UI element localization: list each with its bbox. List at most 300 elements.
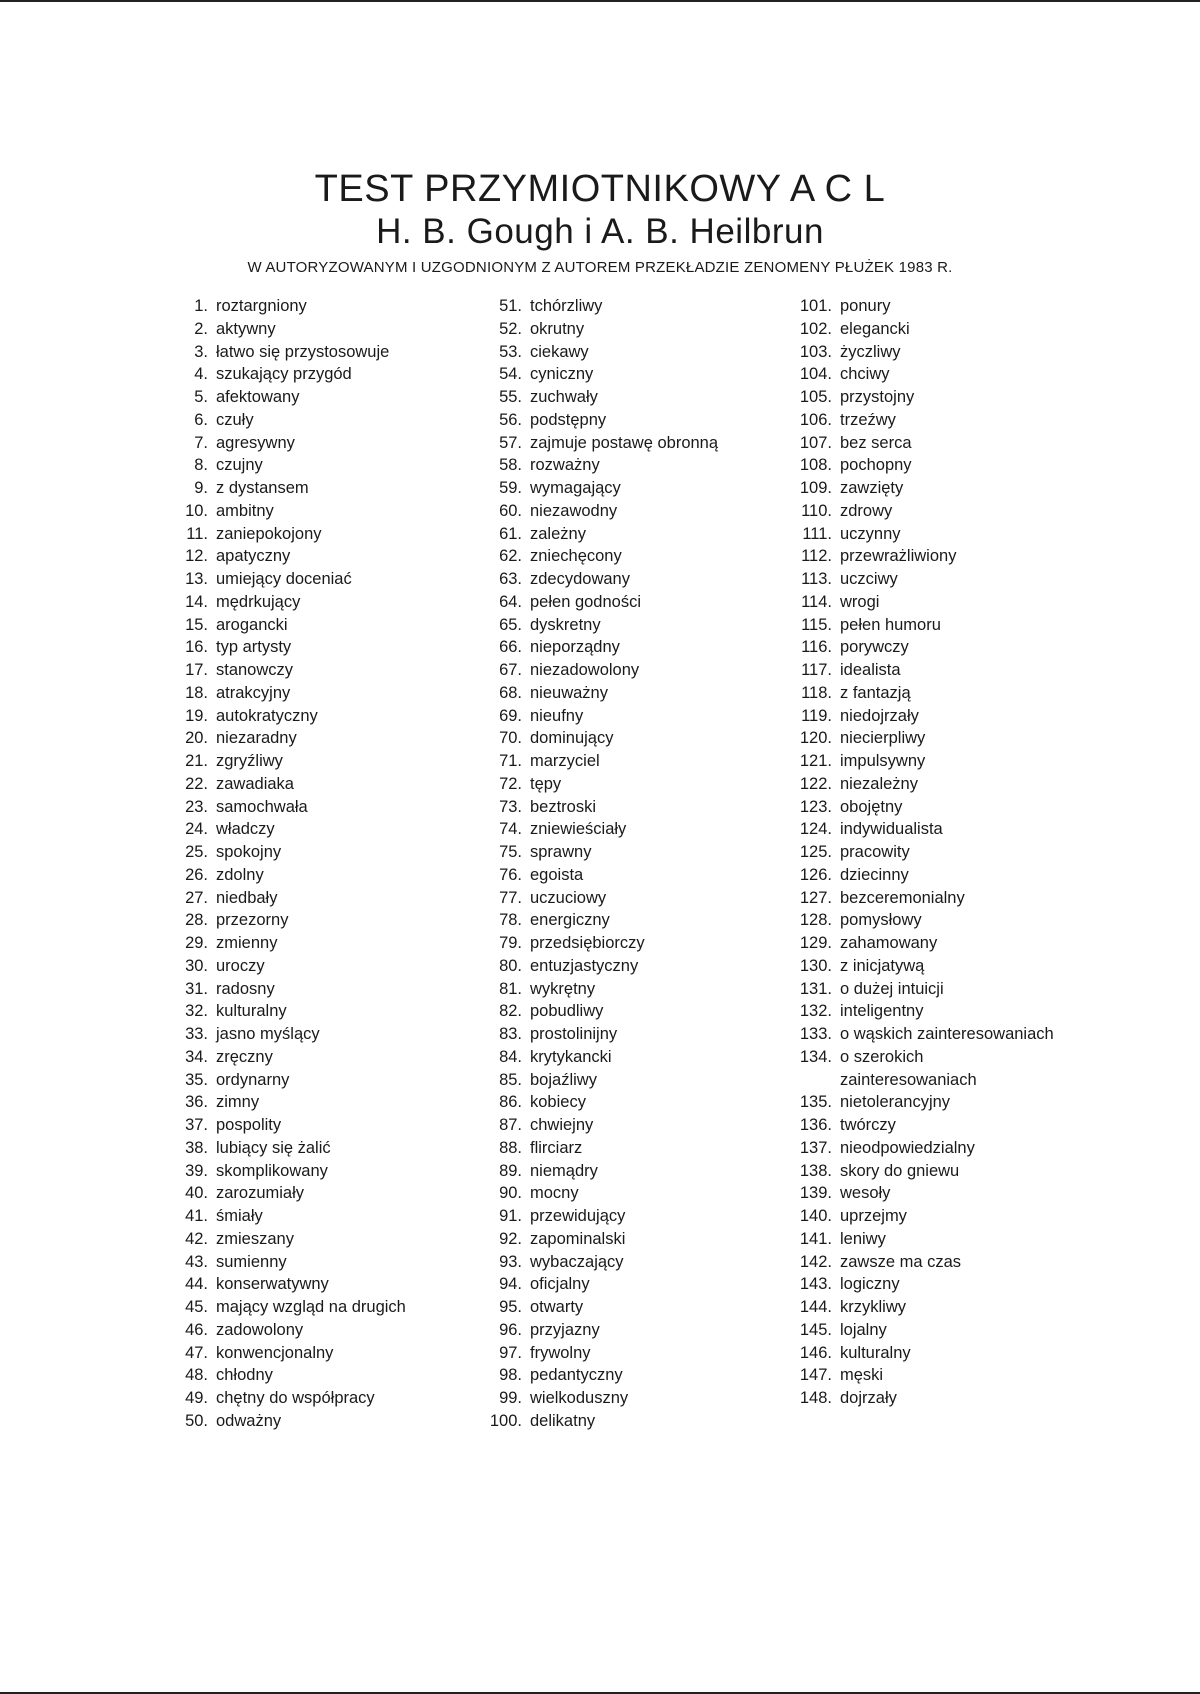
item-adjective: z fantazją bbox=[840, 683, 911, 702]
adjective-item bbox=[482, 363, 718, 386]
item-number: 35. bbox=[185, 1070, 208, 1089]
item-adjective: zahamowany bbox=[840, 934, 938, 952]
adjective-item bbox=[168, 1069, 406, 1092]
adjective-item bbox=[790, 295, 1060, 318]
adjective-item bbox=[482, 1296, 718, 1319]
item-adjective: entuzjastyczny bbox=[530, 956, 639, 975]
item-number: 85. bbox=[499, 1070, 522, 1089]
item-number: 139. bbox=[799, 1184, 832, 1203]
item-adjective: zaniepokojony bbox=[216, 524, 322, 543]
item-adjective: wykrętny bbox=[530, 979, 596, 998]
item-adjective: zniechęcony bbox=[530, 547, 622, 566]
adjective-item bbox=[790, 318, 1060, 341]
item-number: 64. bbox=[499, 592, 522, 611]
item-adjective: obojętny bbox=[840, 797, 903, 816]
item-adjective: sprawny bbox=[530, 843, 592, 861]
item-number: 121. bbox=[799, 752, 832, 770]
adjective-item bbox=[168, 1000, 406, 1023]
item-number: 124. bbox=[799, 820, 832, 839]
item-adjective: niezależny bbox=[840, 774, 918, 793]
item-adjective: inteligentny bbox=[840, 1002, 924, 1021]
item-adjective: nieufny bbox=[530, 706, 584, 725]
item-number: 44. bbox=[185, 1275, 208, 1294]
item-number: 104. bbox=[799, 365, 832, 384]
item-number: 101. bbox=[799, 297, 832, 315]
item-adjective: z dystansem bbox=[216, 479, 309, 497]
adjective-item bbox=[482, 955, 718, 978]
item-number: 21. bbox=[185, 752, 208, 770]
item-number: 72. bbox=[499, 774, 522, 793]
item-number: 107. bbox=[799, 433, 832, 452]
item-adjective: rozważny bbox=[530, 456, 600, 475]
item-adjective: nieuważny bbox=[530, 683, 608, 702]
adjective-item bbox=[168, 432, 406, 455]
adjective-item bbox=[482, 545, 718, 568]
adjective-item bbox=[482, 750, 718, 773]
item-number: 58. bbox=[499, 456, 522, 475]
item-adjective: konserwatywny bbox=[216, 1275, 329, 1294]
item-number: 132. bbox=[799, 1002, 832, 1021]
item-adjective: śmiały bbox=[216, 1207, 263, 1225]
item-number: 52. bbox=[499, 319, 522, 338]
item-adjective: męski bbox=[840, 1366, 884, 1385]
item-number: 41. bbox=[185, 1207, 208, 1225]
adjective-item bbox=[790, 545, 1060, 568]
item-number: 30. bbox=[185, 956, 208, 975]
item-adjective: zależny bbox=[530, 524, 586, 543]
item-number: 36. bbox=[185, 1093, 208, 1112]
adjective-item bbox=[482, 887, 718, 910]
item-number: 94. bbox=[499, 1275, 522, 1294]
item-number: 26. bbox=[185, 865, 208, 884]
adjective-item bbox=[790, 1114, 1060, 1137]
item-adjective: elegancki bbox=[840, 319, 910, 338]
item-number: 46. bbox=[185, 1320, 208, 1339]
adjective-item bbox=[168, 932, 406, 955]
item-adjective: niezawodny bbox=[530, 501, 618, 520]
adjective-item bbox=[790, 1137, 1060, 1160]
item-adjective: porywczy bbox=[840, 638, 909, 657]
item-number: 127. bbox=[799, 888, 832, 907]
item-adjective: atrakcyjny bbox=[216, 683, 291, 702]
adjective-item bbox=[168, 1364, 406, 1387]
item-adjective: uczynny bbox=[840, 524, 901, 543]
adjective-item bbox=[790, 955, 1060, 978]
item-number: 123. bbox=[799, 797, 832, 816]
adjective-item bbox=[482, 591, 718, 614]
item-adjective: wybaczający bbox=[530, 1252, 624, 1271]
item-adjective: zdrowy bbox=[840, 501, 893, 520]
item-number: 2. bbox=[194, 319, 208, 338]
item-adjective: samochwała bbox=[216, 797, 308, 816]
item-adjective: aktywny bbox=[216, 319, 276, 338]
item-adjective: indywidualista bbox=[840, 820, 943, 839]
item-adjective: pełen godności bbox=[530, 592, 642, 611]
adjective-item bbox=[790, 1364, 1060, 1387]
adjective-item bbox=[482, 1091, 718, 1114]
item-number: 109. bbox=[799, 479, 832, 497]
item-number: 78. bbox=[499, 911, 522, 930]
adjective-item bbox=[790, 1387, 1060, 1410]
item-number: 10. bbox=[185, 501, 208, 520]
item-adjective: umiejący doceniać bbox=[216, 570, 352, 588]
item-adjective: zimny bbox=[216, 1093, 260, 1112]
item-number: 17. bbox=[185, 661, 208, 679]
item-adjective: pełen humoru bbox=[840, 615, 941, 634]
item-number: 140. bbox=[799, 1207, 832, 1225]
item-adjective: agresywny bbox=[216, 433, 295, 452]
adjective-item bbox=[790, 386, 1060, 409]
adjective-item bbox=[168, 591, 406, 614]
item-number: 9. bbox=[194, 479, 208, 497]
item-number: 29. bbox=[185, 934, 208, 952]
adjective-item bbox=[482, 1251, 718, 1274]
item-adjective: zarozumiały bbox=[216, 1184, 305, 1203]
adjective-item bbox=[790, 614, 1060, 637]
adjective-item bbox=[790, 1251, 1060, 1274]
item-number: 7. bbox=[194, 433, 208, 452]
item-adjective: nieodpowiedzialny bbox=[840, 1138, 975, 1157]
item-adjective: nietolerancyjny bbox=[840, 1093, 951, 1112]
adjective-item bbox=[790, 1023, 1060, 1046]
item-number: 125. bbox=[799, 843, 832, 861]
item-number: 87. bbox=[499, 1116, 522, 1134]
item-adjective: chwiejny bbox=[530, 1116, 594, 1134]
adjective-item bbox=[790, 1205, 1060, 1228]
item-number: 57. bbox=[499, 433, 522, 452]
item-adjective: ambitny bbox=[216, 501, 274, 520]
item-adjective: niecierpliwy bbox=[840, 729, 926, 748]
adjective-item bbox=[168, 1137, 406, 1160]
item-number: 70. bbox=[499, 729, 522, 748]
item-adjective: zapominalski bbox=[530, 1229, 626, 1248]
item-adjective: sumienny bbox=[216, 1252, 287, 1271]
adjective-item bbox=[168, 568, 406, 591]
item-number: 39. bbox=[185, 1161, 208, 1180]
item-number: 146. bbox=[799, 1343, 832, 1362]
item-adjective: otwarty bbox=[530, 1298, 584, 1316]
item-adjective: z inicjatywą bbox=[840, 956, 925, 975]
item-adjective: chłodny bbox=[216, 1366, 273, 1385]
item-adjective: niezadowolony bbox=[530, 661, 640, 679]
item-number: 108. bbox=[799, 456, 832, 475]
item-number: 42. bbox=[185, 1229, 208, 1248]
adjective-item bbox=[168, 341, 406, 364]
item-number: 45. bbox=[185, 1298, 208, 1316]
item-adjective: logiczny bbox=[840, 1275, 900, 1294]
item-adjective: mocny bbox=[530, 1184, 579, 1203]
item-adjective: o wąskich zainteresowaniach bbox=[840, 1025, 1054, 1043]
item-adjective: prostolinijny bbox=[530, 1025, 618, 1043]
adjective-item bbox=[168, 727, 406, 750]
item-number: 54. bbox=[499, 365, 522, 384]
adjective-item bbox=[790, 932, 1060, 955]
item-number: 119. bbox=[801, 706, 832, 725]
item-adjective: kobiecy bbox=[530, 1093, 586, 1112]
item-number: 65. bbox=[499, 615, 522, 634]
item-adjective: twórczy bbox=[840, 1116, 896, 1134]
adjective-item bbox=[790, 432, 1060, 455]
item-adjective: dominujący bbox=[530, 729, 614, 748]
adjective-item bbox=[482, 523, 718, 546]
item-adjective: niedbały bbox=[216, 888, 278, 907]
item-adjective: czujny bbox=[216, 456, 263, 475]
adjective-item bbox=[790, 1182, 1060, 1205]
item-number: 83. bbox=[499, 1025, 522, 1043]
item-number: 91. bbox=[499, 1207, 522, 1225]
adjective-item bbox=[482, 295, 718, 318]
item-adjective: podstępny bbox=[530, 410, 607, 429]
item-number: 8. bbox=[194, 456, 208, 475]
adjective-item bbox=[482, 1137, 718, 1160]
item-adjective: niezaradny bbox=[216, 729, 297, 748]
adjective-item bbox=[168, 750, 406, 773]
adjective-item bbox=[168, 1160, 406, 1183]
item-number: 55. bbox=[499, 388, 522, 406]
adjective-item bbox=[168, 363, 406, 386]
adjective-item bbox=[168, 1205, 406, 1228]
item-number: 88. bbox=[499, 1138, 522, 1157]
item-adjective: wrogi bbox=[840, 592, 880, 611]
item-adjective: flirciarz bbox=[530, 1138, 583, 1157]
adjective-item bbox=[482, 909, 718, 932]
adjective-item bbox=[482, 1182, 718, 1205]
item-number: 90. bbox=[499, 1184, 522, 1203]
adjective-item bbox=[790, 682, 1060, 705]
adjective-item bbox=[168, 614, 406, 637]
item-adjective: pobudliwy bbox=[530, 1002, 604, 1021]
adjective-item bbox=[790, 636, 1060, 659]
item-number: 128. bbox=[799, 911, 832, 930]
item-adjective: zawsze ma czas bbox=[840, 1252, 962, 1271]
item-adjective: delikatny bbox=[530, 1411, 596, 1430]
item-number: 75. bbox=[499, 843, 522, 861]
item-adjective: chciwy bbox=[840, 365, 890, 384]
adjective-item bbox=[482, 1000, 718, 1023]
adjective-item bbox=[482, 773, 718, 796]
item-number: 102. bbox=[799, 319, 832, 338]
item-adjective: stanowczy bbox=[216, 661, 294, 679]
item-number: 33. bbox=[185, 1025, 208, 1043]
item-adjective: ciekawy bbox=[530, 342, 589, 361]
item-number: 144. bbox=[799, 1298, 832, 1316]
item-adjective: o dużej intuicji bbox=[840, 979, 944, 998]
adjective-item bbox=[482, 432, 718, 455]
item-adjective: przezorny bbox=[216, 911, 289, 930]
adjective-item bbox=[482, 386, 718, 409]
adjective-item bbox=[168, 773, 406, 796]
item-number: 25. bbox=[185, 843, 208, 861]
adjective-item bbox=[168, 1296, 406, 1319]
adjective-item bbox=[482, 409, 718, 432]
adjective-item bbox=[790, 568, 1060, 591]
adjective-item bbox=[482, 1160, 718, 1183]
item-adjective: uprzejmy bbox=[840, 1207, 907, 1225]
item-number: 116. bbox=[801, 638, 832, 657]
adjective-item bbox=[790, 1273, 1060, 1296]
adjective-item bbox=[168, 1342, 406, 1365]
item-adjective: zdolny bbox=[216, 865, 264, 884]
item-adjective: spokojny bbox=[216, 843, 282, 861]
item-adjective: zajmuje postawę obronną bbox=[530, 433, 719, 452]
item-number: 112. bbox=[801, 547, 832, 566]
item-number: 126. bbox=[799, 865, 832, 884]
adjective-item bbox=[482, 1205, 718, 1228]
item-adjective: bez serca bbox=[840, 433, 912, 452]
adjective-item bbox=[790, 1046, 1060, 1092]
item-number: 51. bbox=[499, 297, 522, 315]
document-subtitle: W AUTORYZOWANYM I UZGODNIONYM Z AUTOREM PRZEKŁADZIE ZENOMENY PŁUŻEK 1983 R. bbox=[247, 259, 953, 276]
item-number: 147. bbox=[799, 1366, 832, 1385]
adjective-item bbox=[790, 591, 1060, 614]
adjective-item bbox=[168, 636, 406, 659]
adjective-column-2 bbox=[482, 295, 718, 1433]
item-adjective: łatwo się przystosowuje bbox=[216, 342, 390, 361]
scan-edge-top bbox=[0, 0, 1200, 2]
item-adjective: czuły bbox=[216, 410, 254, 429]
item-adjective: autokratyczny bbox=[216, 706, 318, 725]
item-adjective: zdecydowany bbox=[530, 570, 630, 588]
adjective-item bbox=[790, 909, 1060, 932]
adjective-item bbox=[482, 659, 718, 682]
adjective-item bbox=[790, 841, 1060, 864]
item-adjective: skomplikowany bbox=[216, 1161, 328, 1180]
adjective-item bbox=[482, 1023, 718, 1046]
item-number: 56. bbox=[499, 410, 522, 429]
adjective-item bbox=[482, 1273, 718, 1296]
item-adjective: wesoły bbox=[840, 1184, 891, 1203]
item-adjective: arogancki bbox=[216, 615, 288, 634]
item-adjective: dojrzały bbox=[840, 1389, 897, 1407]
item-number: 114. bbox=[801, 592, 832, 611]
adjective-item bbox=[790, 1296, 1060, 1319]
adjective-item bbox=[790, 363, 1060, 386]
item-number: 129. bbox=[799, 934, 832, 952]
adjective-item bbox=[790, 705, 1060, 728]
adjective-item bbox=[482, 727, 718, 750]
item-number: 134. bbox=[799, 1047, 832, 1066]
item-number: 53. bbox=[499, 342, 522, 361]
adjective-item bbox=[168, 818, 406, 841]
item-number: 110. bbox=[801, 501, 832, 520]
adjective-item bbox=[790, 887, 1060, 910]
item-number: 103. bbox=[799, 342, 832, 361]
adjective-item bbox=[168, 318, 406, 341]
item-adjective: odważny bbox=[216, 1411, 282, 1430]
item-number: 74. bbox=[499, 820, 522, 839]
adjective-item bbox=[790, 773, 1060, 796]
item-number: 34. bbox=[185, 1047, 208, 1066]
adjective-item bbox=[790, 477, 1060, 500]
item-number: 28. bbox=[185, 911, 208, 930]
item-adjective: jasno myślący bbox=[216, 1025, 320, 1043]
item-adjective: dyskretny bbox=[530, 615, 601, 634]
adjective-item bbox=[790, 1091, 1060, 1114]
item-adjective: bojaźliwy bbox=[530, 1070, 597, 1089]
item-adjective: władczy bbox=[216, 820, 275, 839]
item-adjective: pospolity bbox=[216, 1116, 282, 1134]
item-adjective: o szerokich zainteresowaniach bbox=[840, 1047, 977, 1089]
adjective-item bbox=[482, 500, 718, 523]
item-adjective: krzykliwy bbox=[840, 1298, 906, 1316]
item-adjective: zmienny bbox=[216, 934, 278, 952]
adjective-item bbox=[168, 500, 406, 523]
adjective-item bbox=[168, 1114, 406, 1137]
adjective-item bbox=[168, 1091, 406, 1114]
item-number: 66. bbox=[499, 638, 522, 657]
item-adjective: marzyciel bbox=[530, 752, 600, 770]
item-number: 5. bbox=[194, 388, 208, 406]
item-adjective: przewidujący bbox=[530, 1207, 626, 1225]
item-adjective: radosny bbox=[216, 979, 275, 998]
adjective-item bbox=[482, 477, 718, 500]
item-number: 13. bbox=[185, 570, 208, 588]
item-number: 113. bbox=[801, 570, 832, 588]
adjective-item bbox=[482, 864, 718, 887]
adjective-item bbox=[168, 477, 406, 500]
item-adjective: egoista bbox=[530, 865, 584, 884]
adjective-item bbox=[482, 1228, 718, 1251]
item-number: 61. bbox=[499, 524, 522, 543]
adjective-item bbox=[168, 1182, 406, 1205]
item-adjective: przewrażliwiony bbox=[840, 547, 957, 566]
item-number: 48. bbox=[185, 1366, 208, 1385]
item-number: 143. bbox=[799, 1275, 832, 1294]
adjective-item bbox=[790, 454, 1060, 477]
item-adjective: okrutny bbox=[530, 319, 585, 338]
item-number: 24. bbox=[185, 820, 208, 839]
item-adjective: uroczy bbox=[216, 956, 265, 975]
item-number: 115. bbox=[801, 615, 832, 634]
item-adjective: impulsywny bbox=[840, 752, 926, 770]
item-number: 38. bbox=[185, 1138, 208, 1157]
item-number: 130. bbox=[799, 956, 832, 975]
adjective-item bbox=[790, 1160, 1060, 1183]
adjective-item bbox=[482, 932, 718, 955]
item-adjective: trzeźwy bbox=[840, 410, 896, 429]
adjective-item bbox=[790, 1319, 1060, 1342]
item-number: 1. bbox=[194, 297, 208, 315]
adjective-item bbox=[790, 341, 1060, 364]
item-number: 131. bbox=[799, 979, 832, 998]
adjective-item bbox=[168, 1046, 406, 1069]
item-adjective: krytykancki bbox=[530, 1047, 612, 1066]
item-adjective: frywolny bbox=[530, 1343, 591, 1362]
adjective-item bbox=[482, 978, 718, 1001]
adjective-item bbox=[168, 841, 406, 864]
item-number: 6. bbox=[194, 410, 208, 429]
item-adjective: ponury bbox=[840, 297, 891, 315]
item-number: 11. bbox=[186, 524, 208, 543]
item-number: 98. bbox=[499, 1366, 522, 1385]
adjective-item bbox=[482, 341, 718, 364]
item-number: 60. bbox=[499, 501, 522, 520]
item-number: 97. bbox=[499, 1343, 522, 1362]
item-number: 62. bbox=[499, 547, 522, 566]
item-number: 138. bbox=[799, 1161, 832, 1180]
item-number: 106. bbox=[799, 410, 832, 429]
adjective-item bbox=[168, 1023, 406, 1046]
item-number: 77. bbox=[499, 888, 522, 907]
adjective-item bbox=[168, 978, 406, 1001]
item-adjective: wymagający bbox=[530, 479, 621, 497]
adjective-item bbox=[168, 955, 406, 978]
item-adjective: pochopny bbox=[840, 456, 912, 475]
item-adjective: życzliwy bbox=[840, 342, 901, 361]
item-number: 37. bbox=[185, 1116, 208, 1134]
item-number: 40. bbox=[185, 1184, 208, 1203]
adjective-item bbox=[790, 864, 1060, 887]
